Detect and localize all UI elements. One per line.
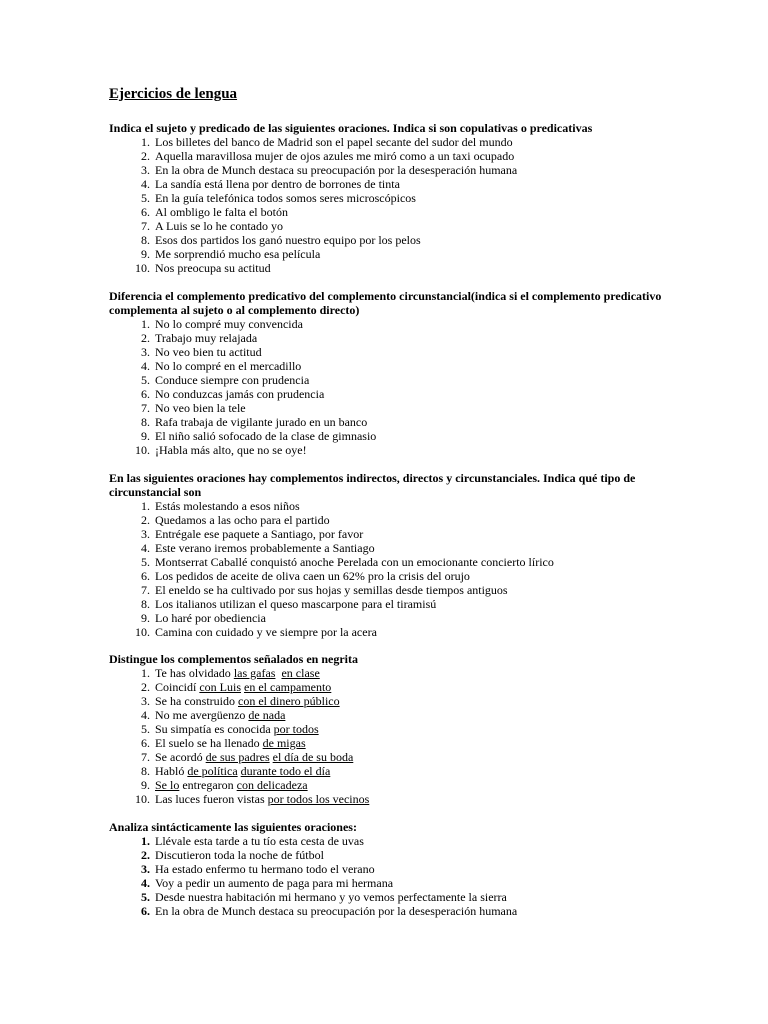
list-item	[109, 778, 669, 792]
section-predicativo	[109, 289, 669, 457]
item-number: 6.	[141, 387, 150, 401]
item-text: Rafa trabaja de vigilante jurado en un banco	[155, 415, 368, 429]
underlined-complement: con Luis	[199, 680, 242, 694]
list-item	[109, 191, 669, 205]
item-text	[155, 792, 369, 806]
section-heading: Indica el sujeto y predicado de las siguientes oraciones. Indica si son copulativas o predicativas	[109, 121, 593, 135]
list-item	[109, 722, 669, 736]
item-text: Voy a pedir un aumento de paga para mi hermana	[155, 876, 394, 890]
item-text: Aquella maravillosa mujer de ojos azules me miró como a un taxi ocupado	[155, 149, 515, 163]
item-number: 1.	[141, 666, 150, 680]
item-text: Los italianos utilizan el queso mascarpone para el tiramisú	[155, 597, 437, 611]
item-text: Desde nuestra habitación mi hermano y yo vemos perfectamente la sierra	[155, 890, 507, 904]
item-text: Trabajo muy relajada	[155, 331, 258, 345]
section-heading: Diferencia el complemento predicativo del complemento circunstancial(indica si el complemento predicativo complementa al sujeto o al complemento directo)	[109, 289, 662, 317]
item-text-fragment: Habló	[155, 764, 188, 778]
list-item	[109, 876, 669, 890]
section-analisis-sintactico	[109, 820, 669, 918]
item-number: 2.	[141, 848, 150, 862]
underlined-complement: con delicadeza	[236, 778, 308, 792]
item-number: 9.	[141, 247, 150, 261]
item-number: 7.	[141, 583, 150, 597]
item-number: 10.	[135, 261, 150, 275]
exercise-list	[109, 666, 669, 806]
item-text	[155, 680, 331, 694]
item-number: 9.	[141, 611, 150, 625]
item-number: 2.	[141, 331, 150, 345]
list-item	[109, 373, 669, 387]
list-item	[109, 135, 669, 149]
item-text: Montserrat Caballé conquistó anoche Perelada con un emocionante concierto lírico	[155, 555, 554, 569]
item-number: 5.	[141, 191, 150, 205]
list-item	[109, 666, 669, 680]
list-item	[109, 415, 669, 429]
section-heading: En las siguientes oraciones hay complementos indirectos, directos y circunstanciales. Indica qué tipo de circunstancial son	[109, 471, 636, 499]
item-text: No veo bien tu actitud	[155, 345, 262, 359]
item-text: En la guía telefónica todos somos seres microscópicos	[155, 191, 416, 205]
item-number: 3.	[141, 862, 150, 876]
item-text	[155, 778, 308, 792]
item-text-fragment: Las luces fueron vistas	[155, 792, 268, 806]
underlined-complement: durante todo el día	[240, 764, 331, 778]
underlined-complement: las gafas	[233, 666, 276, 680]
item-text: Entrégale ese paquete a Santiago, por favor	[155, 527, 364, 541]
item-text: Esos dos partidos los ganó nuestro equipo por los pelos	[155, 233, 421, 247]
item-text: Discutieron toda la noche de fútbol	[155, 848, 324, 862]
item-number: 4.	[141, 177, 150, 191]
list-item	[109, 429, 669, 443]
list-item	[109, 890, 669, 904]
item-number: 9.	[141, 778, 150, 792]
item-text: Ha estado enfermo tu hermano todo el verano	[155, 862, 375, 876]
list-item	[109, 694, 669, 708]
item-text: Los billetes del banco de Madrid son el papel secante del sudor del mundo	[155, 135, 513, 149]
list-item	[109, 708, 669, 722]
list-item	[109, 862, 669, 876]
item-text	[155, 736, 306, 750]
exercise-list	[109, 135, 669, 275]
list-item	[109, 597, 669, 611]
list-item	[109, 750, 669, 764]
item-text: El eneldo se ha cultivado por sus hojas y semillas desde tiempos antiguos	[155, 583, 508, 597]
item-number: 10.	[135, 443, 150, 457]
item-number: 6.	[141, 736, 150, 750]
item-text-fragment: Te has olvidado	[155, 666, 234, 680]
list-item	[109, 583, 669, 597]
list-item	[109, 177, 669, 191]
item-number: 8.	[141, 415, 150, 429]
item-text: No conduzcas jamás con prudencia	[155, 387, 325, 401]
item-text: Me sorprendió mucho esa película	[155, 247, 321, 261]
list-item	[109, 163, 669, 177]
list-item	[109, 219, 669, 233]
item-number: 8.	[141, 764, 150, 778]
item-text-fragment: entregaron	[179, 778, 237, 792]
item-number: 3.	[141, 345, 150, 359]
item-number: 2.	[141, 680, 150, 694]
section-circunstanciales	[109, 471, 669, 639]
underlined-complement: con el dinero público	[238, 694, 340, 708]
item-number: 1.	[141, 135, 150, 149]
item-number: 5.	[141, 555, 150, 569]
item-number: 7.	[141, 219, 150, 233]
item-text	[155, 722, 319, 736]
exercise-list	[109, 317, 669, 457]
item-number: 5.	[141, 722, 150, 736]
item-text: ¡Habla más alto, que no se oye!	[155, 443, 307, 457]
list-item	[109, 317, 669, 331]
item-text: En la obra de Munch destaca su preocupación por la desesperación humana	[155, 904, 518, 918]
item-number: 3.	[141, 527, 150, 541]
item-text	[155, 694, 340, 708]
item-number: 10.	[135, 625, 150, 639]
item-number: 5.	[141, 373, 150, 387]
exercise-list	[109, 499, 669, 639]
underlined-complement: de nada	[248, 708, 286, 722]
item-number: 4.	[141, 541, 150, 555]
item-number: 8.	[141, 597, 150, 611]
underlined-complement: el día de su boda	[272, 750, 354, 764]
item-text: Al ombligo le falta el botón	[155, 205, 288, 219]
list-item	[109, 513, 669, 527]
list-item	[109, 387, 669, 401]
underlined-complement: de sus padres	[205, 750, 270, 764]
list-item	[109, 205, 669, 219]
list-item	[109, 736, 669, 750]
item-number: 10.	[135, 792, 150, 806]
item-text: No lo compré en el mercadillo	[155, 359, 302, 373]
item-text: No lo compré muy convencida	[155, 317, 303, 331]
list-item	[109, 261, 669, 275]
item-text-fragment: No me avergüenzo	[155, 708, 249, 722]
exercise-list	[109, 834, 669, 918]
item-text-fragment: Coincidí	[155, 680, 200, 694]
section-heading: Analiza sintácticamente las siguientes oraciones:	[109, 820, 357, 834]
item-number: 6.	[141, 569, 150, 583]
underlined-complement: de migas	[262, 736, 306, 750]
list-item	[109, 680, 669, 694]
list-item	[109, 499, 669, 513]
item-text: Este verano iremos probablemente a Santiago	[155, 541, 375, 555]
item-number: 4.	[141, 359, 150, 373]
item-number: 9.	[141, 429, 150, 443]
underlined-complement: en clase	[281, 666, 320, 680]
item-text: Lo haré por obediencia	[155, 611, 266, 625]
item-number: 7.	[141, 401, 150, 415]
item-text: Camina con cuidado y ve siempre por la acera	[155, 625, 377, 639]
item-number: 6.	[141, 205, 150, 219]
document-title: Ejercicios de lengua	[109, 86, 238, 102]
list-item	[109, 247, 669, 261]
list-item	[109, 359, 669, 373]
list-item	[109, 345, 669, 359]
item-number: 4.	[141, 876, 150, 890]
item-number: 1.	[141, 317, 150, 331]
list-item	[109, 331, 669, 345]
item-text	[155, 666, 320, 680]
item-number: 2.	[141, 513, 150, 527]
item-number: 8.	[141, 233, 150, 247]
section-copulativas	[109, 121, 669, 275]
item-text: Llévale esta tarde a tu tío esta cesta de uvas	[155, 834, 364, 848]
item-number: 3.	[141, 694, 150, 708]
item-text	[155, 764, 330, 778]
item-text: La sandía está llena por dentro de borrones de tinta	[155, 177, 400, 191]
item-number: 6.	[141, 904, 150, 918]
underlined-complement: en el campamento	[244, 680, 332, 694]
item-text	[155, 750, 353, 764]
list-item	[109, 527, 669, 541]
underlined-complement: por todos	[273, 722, 319, 736]
list-item	[109, 233, 669, 247]
item-text: No veo bien la tele	[155, 401, 246, 415]
list-item	[109, 149, 669, 163]
section-heading: Distingue los complementos señalados en negrita	[109, 652, 358, 666]
item-number: 1.	[141, 834, 150, 848]
item-text-fragment: El suelo se ha llenado	[155, 736, 263, 750]
underlined-complement: de política	[187, 764, 238, 778]
list-item	[109, 611, 669, 625]
list-item	[109, 625, 669, 639]
item-text: En la obra de Munch destaca su preocupación por la desesperación humana	[155, 163, 518, 177]
list-item	[109, 848, 669, 862]
item-number: 1.	[141, 499, 150, 513]
list-item	[109, 555, 669, 569]
list-item	[109, 834, 669, 848]
list-item	[109, 764, 669, 778]
item-text: Estás molestando a esos niños	[155, 499, 300, 513]
item-text: Conduce siempre con prudencia	[155, 373, 310, 387]
item-text	[155, 708, 285, 722]
item-text: Quedamos a las ocho para el partido	[155, 513, 330, 527]
item-number: 4.	[141, 708, 150, 722]
list-item	[109, 904, 669, 918]
item-text: Los pedidos de aceite de oliva caen un 62% pro la crisis del orujo	[155, 569, 470, 583]
list-item	[109, 443, 669, 457]
item-text-fragment: Su simpatía es conocida	[155, 722, 274, 736]
list-item	[109, 401, 669, 415]
list-item	[109, 792, 669, 806]
item-text: A Luis se lo he contado yo	[155, 219, 283, 233]
list-item	[109, 541, 669, 555]
underlined-complement: por todos los vecinos	[267, 792, 370, 806]
item-number: 3.	[141, 163, 150, 177]
item-text: El niño salió sofocado de la clase de gimnasio	[155, 429, 377, 443]
item-number: 2.	[141, 149, 150, 163]
item-text: Nos preocupa su actitud	[155, 261, 271, 275]
list-item	[109, 569, 669, 583]
item-text-fragment: Se ha construido	[155, 694, 238, 708]
item-number: 5.	[141, 890, 150, 904]
underlined-complement: Se lo	[155, 778, 180, 792]
section-complementos-negrita	[109, 652, 669, 806]
item-number: 7.	[141, 750, 150, 764]
item-text-fragment: Se acordó	[155, 750, 206, 764]
